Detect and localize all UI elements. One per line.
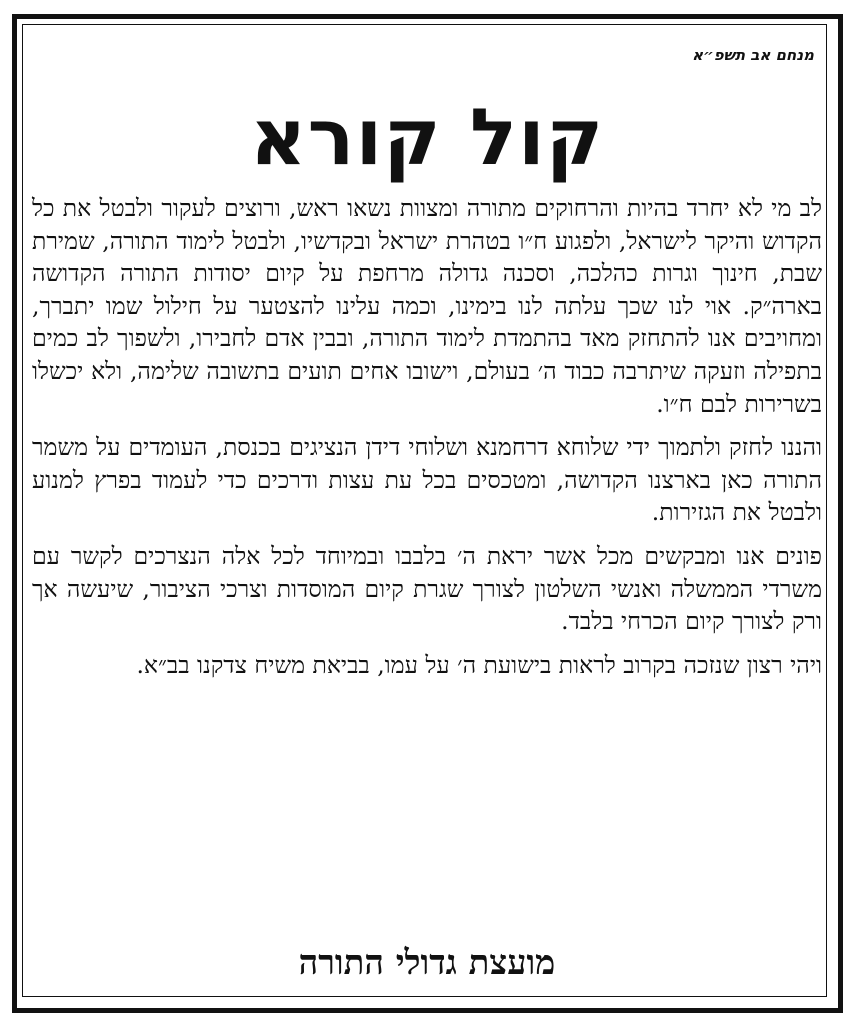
body-paragraph-2: והננו לחזק ולתמוך ידי שלוחא דרחמנא ושלוחי דידן הנציגים בכנסת, העומדים על משמר התורה כאן בארצנו הקדושה, ומטכסים בכל עת עצות ודרכים כדי לעמוד בפרץ למנוע ולבטל את הגזירות. [32,433,822,527]
body-paragraph-1: לב מי לא יחרד בהיות והרחוקים מתורה ומצוות נשאו ראש, ורוצים לעקור ולבטל את כל הקדוש והיקר לישראל, ולפגוע ח״ו בטהרת ישראל ובקדשיו, ולבטל לימוד התורה, שמירת שבת, חינוך וגרות כהלכה, וסכנה גדולה מרחפת על קיום יסודות התורה הקדושה בארה״ק. אוי לנו שכך עלתה לנו בימינו, וכמה עלינו להצטער על חילול שמו יתברך, ומחויבים אנו להתחזק מאד בהתמדת לימוד התורה, ובבין אדם לחבירו, ולשפוך לב כמים בתפילה וזעקה שיתרבה כבוד ה׳ בעולם, וישובו אחים תועים בתשובה שלימה, ולא יכשלו בשרירות לבם ח״ו. [32,194,822,418]
body-paragraph-4: ויהי רצון שנזכה בקרוב לראות בישועת ה׳ על עמו, בביאת משיח צדקנו בב״א. [136,650,822,679]
notice-date: מנחם אב תשפ״א [692,46,814,64]
notice-body [32,192,822,692]
notice-title: קול קורא [249,93,605,183]
notice-signature: מועצת גדולי התורה [298,943,556,983]
body-paragraph-3: פונים אנו ומבקשים מכל אשר יראת ה׳ בלבבו ובמיוחד לכל אלה הנצרכים לקשר עם משרדי הממשלה ואנשי השלטון לצורך שגרת קיום המוסדות וצרכי הציבור, שיעשה אך ורק לצורך קיום הכרחי בלבד. [32,541,822,636]
notice-content [32,40,822,995]
